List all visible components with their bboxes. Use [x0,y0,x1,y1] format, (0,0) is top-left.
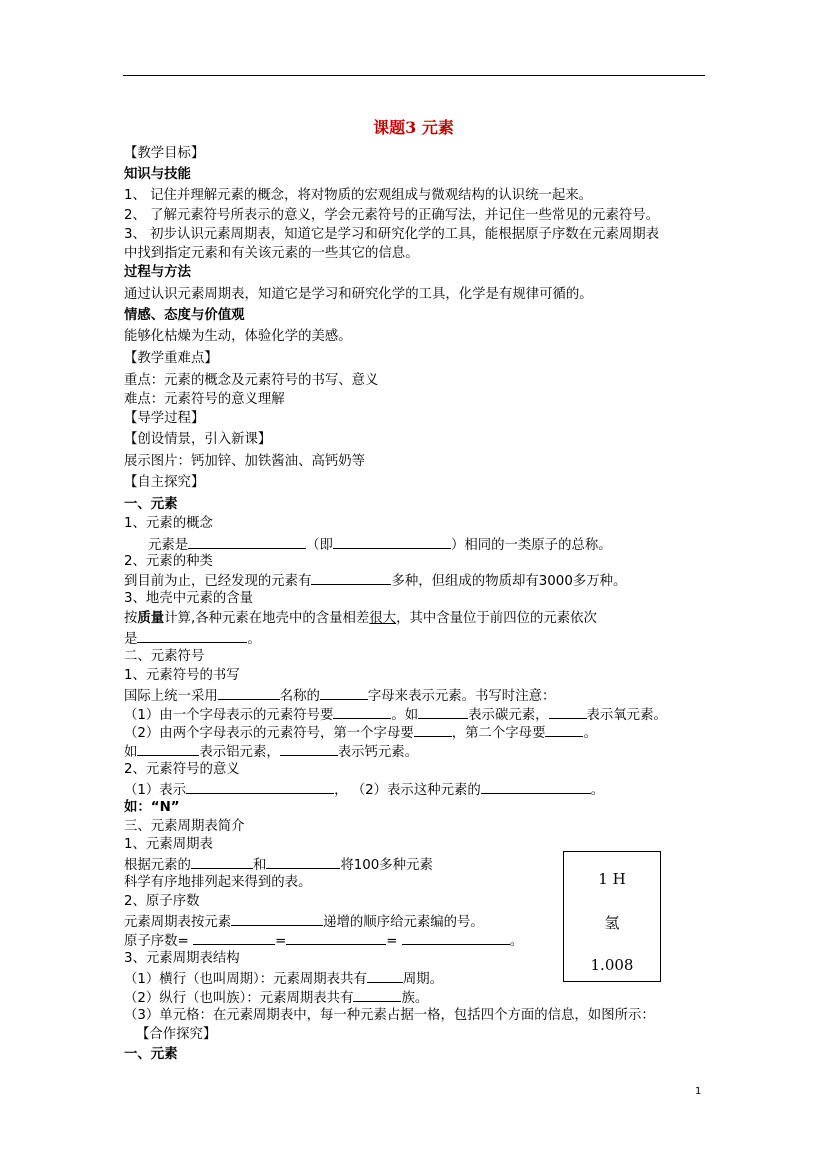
fill-blank-line: （1）横行（也叫周期）：元素周期表共有 周期。 [124,969,443,989]
subsection-heading: 过程与方法 [124,265,191,280]
fill-blank-line: 如 表示铝元素， 表示钙元素。 [124,742,418,762]
text-line: 3、地壳中元素的含量 [124,591,254,606]
section-heading: 【合作探究】 [136,1027,217,1042]
blank [231,912,323,926]
text-line: 如：“N” [124,800,180,815]
text-line: 科学有序地排列起来得到的表。 [124,875,312,890]
blank [286,931,386,945]
text-line: 3、 初步认识元素周期表，知道它是学习和研究化学的工具，能根据原子序数在元素周期表 [124,227,660,242]
text-line: 重点：元素的概念及元素符号的书写、意义 [124,373,379,388]
fill-blank-line: （1）表示 ， （2）表示这种元素的 。 [124,780,604,800]
section-heading: 【导学过程】 [124,411,205,426]
blank [320,686,368,700]
element-mass: 1.008 [590,956,634,974]
section-heading: 三、元素周期表简介 [124,819,245,834]
text-line: 2、原子序数 [124,894,200,909]
blank [549,705,587,719]
section-heading: 【自主探究】 [124,475,205,490]
blank [545,723,583,737]
header-rule [123,75,705,76]
text-line: 2、元素的种类 [124,554,213,569]
element-name: 氢 [604,914,620,932]
blank [137,629,247,643]
blank [418,705,468,719]
text-line: 1、元素周期表 [124,837,213,852]
text-line: 2、元素符号的意义 [124,762,240,777]
fill-blank-line: （1）由一个字母表示的元素符号要 。如 表示碳元素， 表示氧元素。 [124,705,667,725]
page-number: 1 [695,1086,702,1097]
fill-blank-line: （2）由两个字母表示的元素符号，第一个字母要 ，第二个字母要 。 [124,723,597,743]
section-heading: 【教学目标】 [124,146,205,161]
subsection-heading: 情感、态度与价值观 [124,308,245,323]
section-heading: 【教学重难点】 [124,351,218,366]
fill-blank-line: 元素是 （即 ）相同的一类原子的总称。 [148,535,612,555]
element-number-symbol: 1 H [598,870,626,888]
blank [191,855,253,869]
blank [402,931,510,945]
subsection-heading: 知识与技能 [124,167,191,182]
fill-blank-line: 元素周期表按元素 递增的顺序给元素编的号。 [124,912,484,932]
fill-blank-line: 原子序数= = = 。 [124,931,523,951]
section-heading: 二、元素符号 [124,649,205,664]
text-line: 难点：元素符号的意义理解 [124,392,285,407]
text-line: 展示图片：钙加锌、加铁酱油、高钙奶等 [124,454,366,469]
text-line: 2、 了解元素符号所表示的意义，学会元素符号的正确写法，并记住一些常见的元素符号。 [124,208,660,223]
blank [280,742,338,756]
fill-blank-line: （2）纵行（也叫族）：元素周期表共有 族。 [124,988,428,1008]
fill-blank-line: 国际上统一采用 名称的 字母来表示元素。书写时注意： [124,686,555,706]
blank [414,723,452,737]
blank [481,780,591,794]
text-line: 1、元素的概念 [124,516,213,531]
section-heading: 【创设情景，引入新课】 [124,432,272,447]
text-line: 3、元素周期表结构 [124,951,240,966]
blank [193,931,275,945]
fill-blank-line: 是 。 [124,629,261,649]
fill-blank-line: 按质量计算,各种元素在地壳中的含量相差很大，其中含量位于前四位的元素依次 [124,611,597,626]
element-cell-box [563,851,661,982]
blank [188,535,306,549]
text-line: 1、元素符号的书写 [124,668,240,683]
blank [333,705,391,719]
text-line: 通过认识元素周期表，知道它是学习和研究化学的工具，化学是有规律可循的。 [124,287,593,302]
subsection-heading: 一、元素 [124,497,178,512]
text-line: （3）单元格：在元素周期表中，每一种元素占据一格，包括四个方面的信息，如图所示： [124,1008,655,1023]
blank [137,742,199,756]
page-title: 课题3 元素 [373,118,454,137]
blank [186,780,334,794]
blank [266,855,340,869]
fill-blank-line: 到目前为止，已经发现的元素有 多种，但组成的物质却有3000多万种。 [124,571,626,591]
text-line: 中找到指定元素和有关该元素的一些其它的信息。 [124,246,419,261]
fill-blank-line: 根据元素的 和 将100多种元素 [124,855,433,875]
blank [353,988,401,1002]
blank [333,535,451,549]
text-line: 能够化枯燥为生动，体验化学的美感。 [124,329,352,344]
blank [311,571,391,585]
blank [367,969,403,983]
text-line: 1、 记住并理解元素的概念，将对物质的宏观组成与微观结构的认识统一起来。 [124,188,593,203]
subsection-heading: 一、元素 [124,1047,178,1062]
blank [218,686,280,700]
